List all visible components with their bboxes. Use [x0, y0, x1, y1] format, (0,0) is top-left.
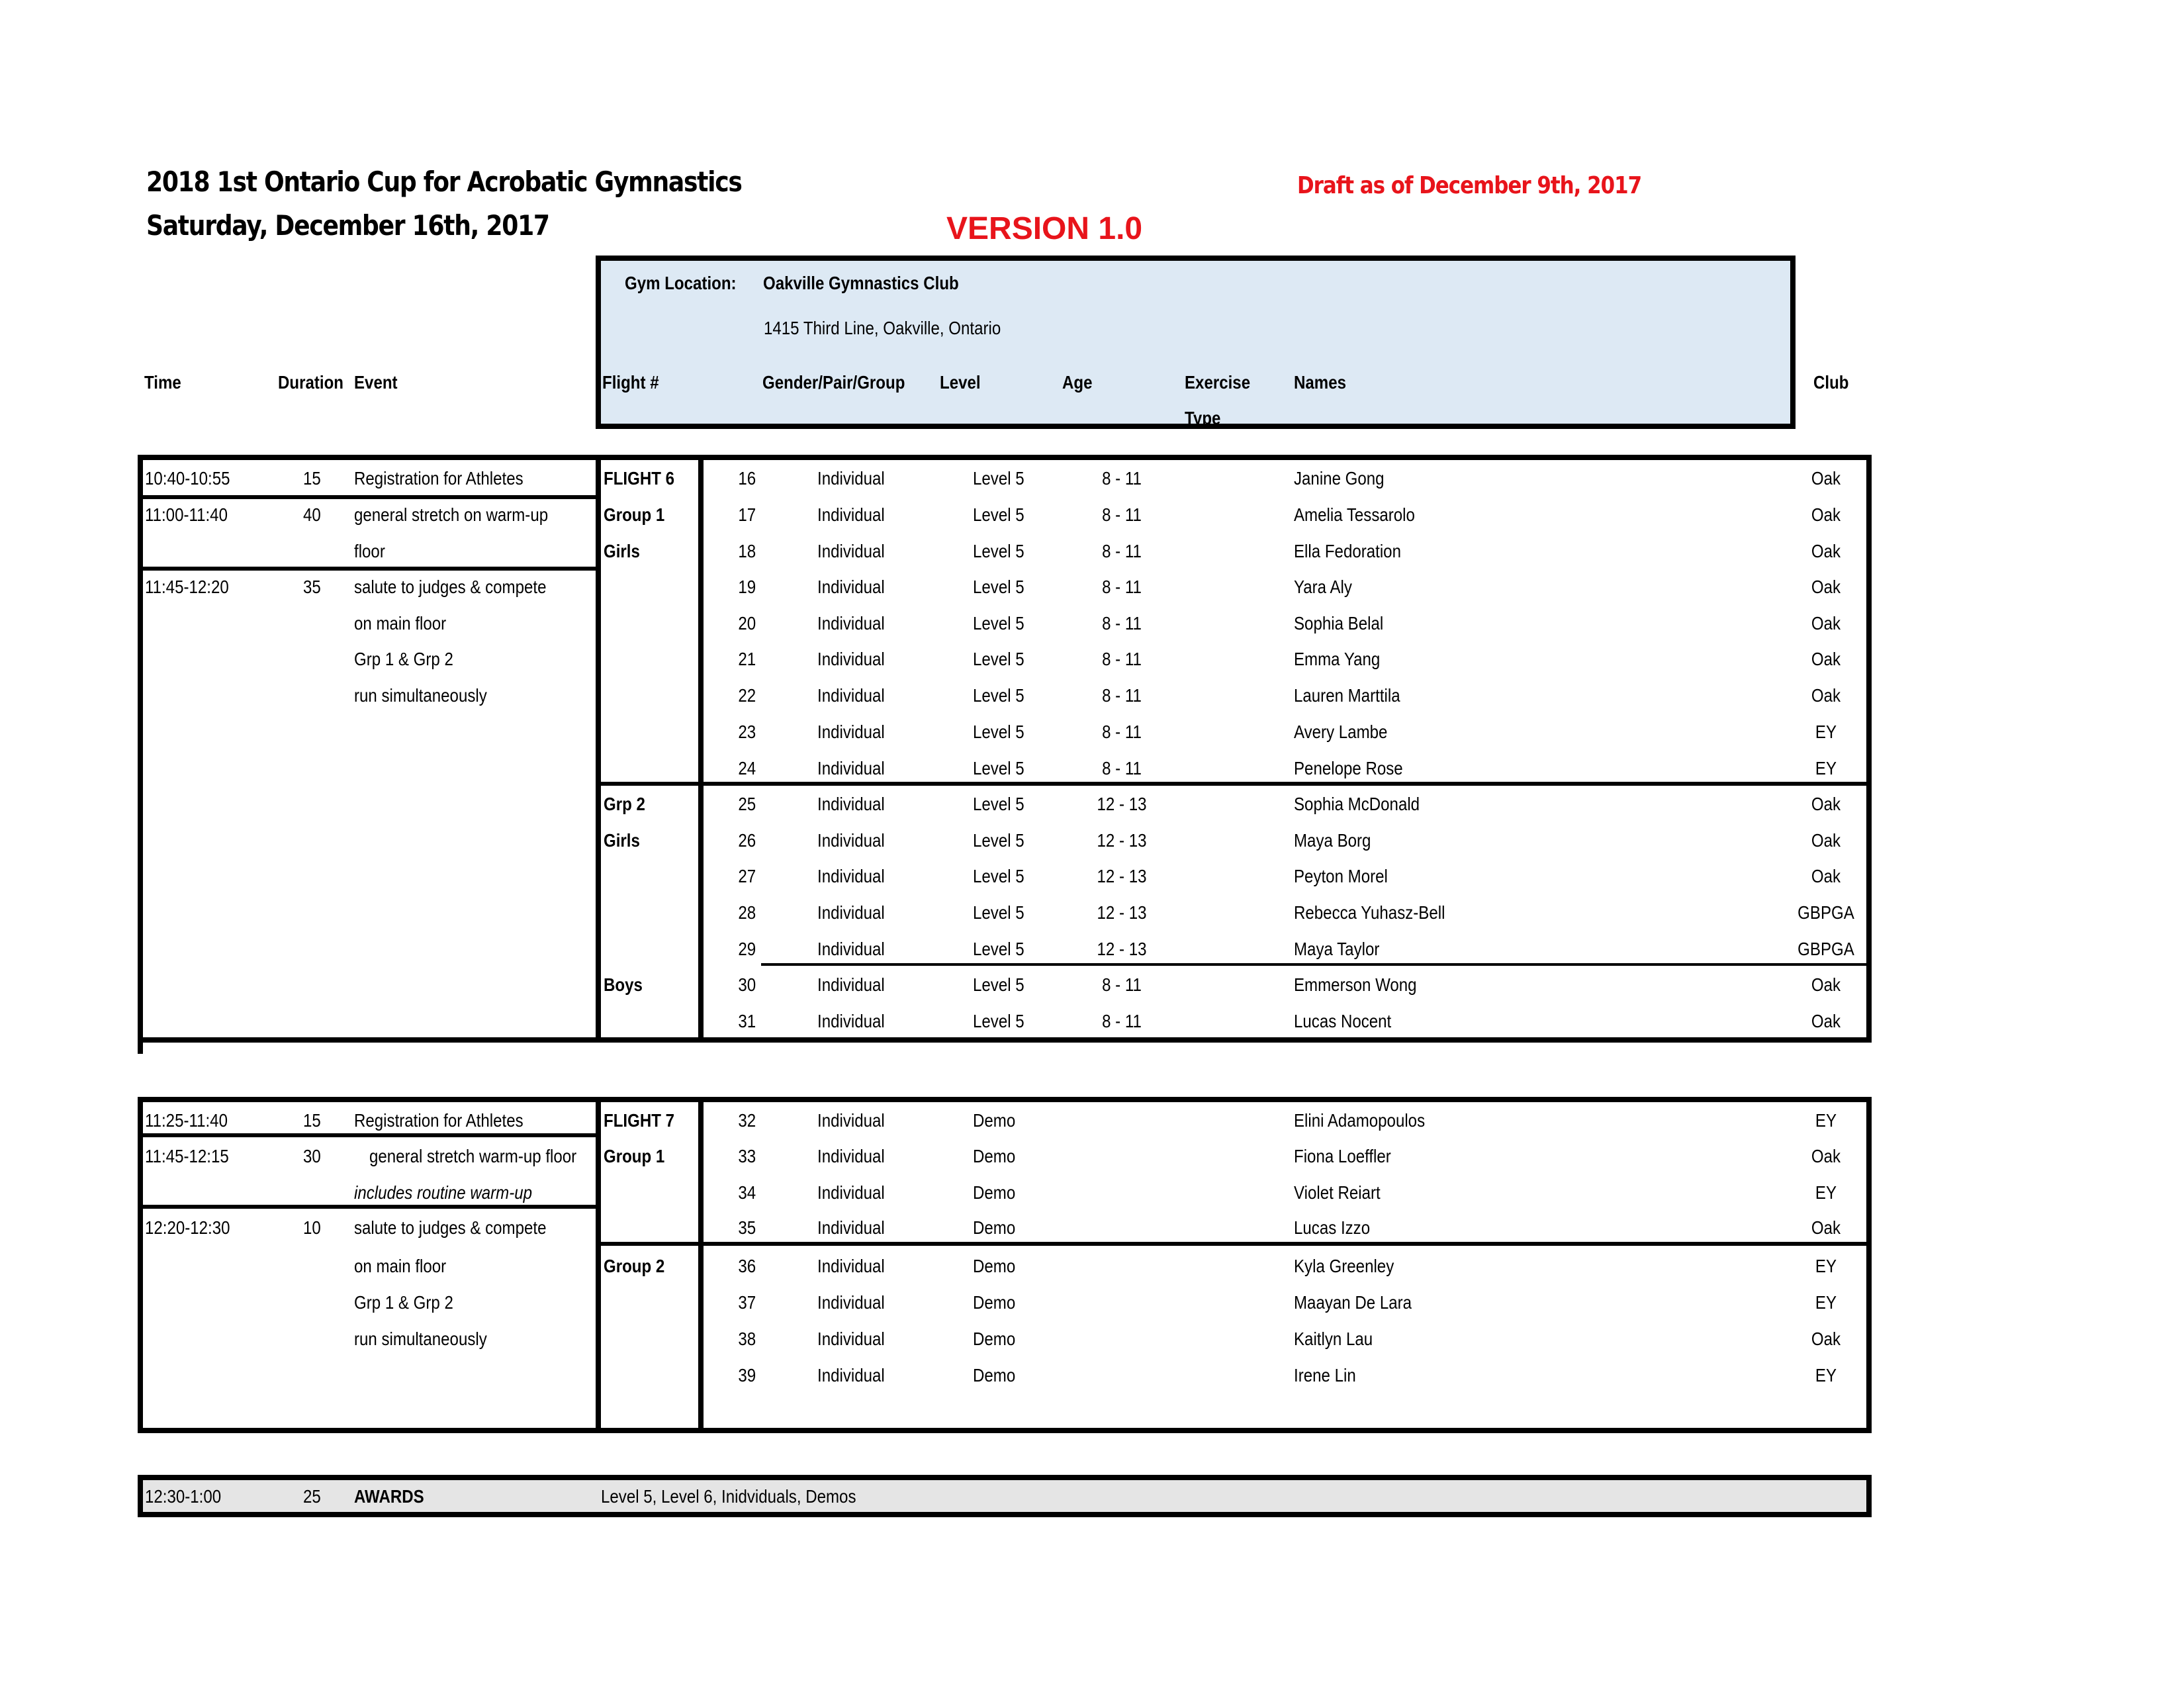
- athlete-type: Individual: [817, 1110, 885, 1131]
- awards-details: Level 5, Level 6, Inidviduals, Demos: [601, 1486, 856, 1507]
- athlete-name: Kaitlyn Lau: [1294, 1329, 1373, 1349]
- athlete-number: 17: [738, 504, 756, 525]
- athlete-club: EY: [1815, 1365, 1837, 1385]
- schedule-event: salute to judges & compete: [354, 1217, 547, 1238]
- athlete-number: 27: [738, 866, 756, 886]
- gender-label: Girls: [604, 541, 640, 561]
- athlete-age: 8 - 11: [1102, 577, 1142, 597]
- group-label: Group 1: [604, 1146, 665, 1166]
- athlete-club: Oak: [1811, 866, 1841, 886]
- athlete-type: Individual: [817, 758, 885, 778]
- athlete-number: 34: [738, 1182, 756, 1203]
- group-divider: [596, 1242, 1872, 1246]
- athlete-level: Level 5: [973, 468, 1024, 489]
- group-divider: [596, 782, 1872, 786]
- athlete-club: Oak: [1811, 1329, 1841, 1349]
- schedule-event: on main floor: [354, 613, 447, 633]
- page-title: 2018 1st Ontario Cup for Acrobatic Gymnastics: [146, 165, 742, 198]
- schedule-duration: 35: [303, 577, 321, 597]
- awards-label: AWARDS: [354, 1486, 424, 1507]
- group-label: Group 2: [604, 1256, 665, 1276]
- flight-label: FLIGHT 7: [604, 1110, 675, 1131]
- athlete-club: Oak: [1811, 541, 1841, 561]
- schedule-event: run simultaneously: [354, 685, 487, 706]
- number-column-border: [698, 1097, 704, 1433]
- header-exercise: Exercise: [1185, 372, 1251, 393]
- athlete-number: 36: [738, 1256, 756, 1276]
- athlete-type: Individual: [817, 541, 885, 561]
- athlete-type: Individual: [817, 504, 885, 525]
- athlete-age: 8 - 11: [1102, 1011, 1142, 1031]
- athlete-name: Janine Gong: [1294, 468, 1385, 489]
- athlete-level: Level 5: [973, 974, 1024, 995]
- athlete-type: Individual: [817, 794, 885, 814]
- athlete-type: Individual: [817, 1217, 885, 1238]
- athlete-name: Peyton Morel: [1294, 866, 1388, 886]
- header-gender: Gender/Pair/Group: [762, 372, 905, 393]
- group-label: Grp 2: [604, 794, 645, 814]
- gym-name: Oakville Gymnastics Club: [763, 273, 959, 293]
- athlete-age: 12 - 13: [1097, 866, 1147, 886]
- awards-time: 12:30-1:00: [145, 1486, 222, 1507]
- athlete-club: EY: [1815, 758, 1837, 778]
- athlete-club: Oak: [1811, 1011, 1841, 1031]
- athlete-club: GBPGA: [1797, 939, 1854, 959]
- athlete-name: Emmerson Wong: [1294, 974, 1417, 995]
- athlete-level: Level 5: [973, 830, 1024, 851]
- athlete-club: Oak: [1811, 577, 1841, 597]
- schedule-duration: 15: [303, 1110, 321, 1131]
- athlete-type: Individual: [817, 577, 885, 597]
- athlete-level: Level 5: [973, 541, 1024, 561]
- athlete-age: 8 - 11: [1102, 974, 1142, 995]
- athlete-type: Individual: [817, 1292, 885, 1313]
- schedule-time: 11:45-12:20: [145, 577, 229, 597]
- group-label: Group 1: [604, 504, 665, 525]
- athlete-number: 16: [738, 468, 756, 489]
- athlete-type: Individual: [817, 613, 885, 633]
- athlete-number: 23: [738, 722, 756, 742]
- schedule-event: Registration for Athletes: [354, 468, 523, 489]
- athlete-number: 32: [738, 1110, 756, 1131]
- flight-column-border: [596, 1097, 601, 1433]
- athlete-club: Oak: [1811, 685, 1841, 706]
- athlete-name: Maya Taylor: [1294, 939, 1380, 959]
- athlete-number: 33: [738, 1146, 756, 1166]
- flight-6-tail: [138, 1039, 143, 1054]
- athlete-name: Irene Lin: [1294, 1365, 1356, 1385]
- athlete-name: Penelope Rose: [1294, 758, 1403, 778]
- athlete-type: Individual: [817, 974, 885, 995]
- athlete-number: 22: [738, 685, 756, 706]
- athlete-name: Lauren Marttila: [1294, 685, 1400, 706]
- athlete-club: Oak: [1811, 504, 1841, 525]
- awards-duration: 25: [303, 1486, 321, 1507]
- athlete-name: Yara Aly: [1294, 577, 1352, 597]
- athlete-type: Individual: [817, 1182, 885, 1203]
- athlete-number: 28: [738, 902, 756, 923]
- athlete-age: 12 - 13: [1097, 902, 1147, 923]
- header-names: Names: [1294, 372, 1346, 393]
- athlete-club: Oak: [1811, 468, 1841, 489]
- athlete-club: EY: [1815, 1292, 1837, 1313]
- athlete-type: Individual: [817, 468, 885, 489]
- header-club: Club: [1813, 372, 1849, 393]
- schedule-time: 11:45-12:15: [145, 1146, 229, 1166]
- athlete-club: Oak: [1811, 1146, 1841, 1166]
- athlete-club: EY: [1815, 1256, 1837, 1276]
- athlete-club: Oak: [1811, 649, 1841, 669]
- athlete-level: Demo: [973, 1365, 1016, 1385]
- athlete-level: Level 5: [973, 577, 1024, 597]
- athlete-type: Individual: [817, 1329, 885, 1349]
- athlete-name: Sophia McDonald: [1294, 794, 1420, 814]
- gender-label: Girls: [604, 830, 640, 851]
- athlete-number: 18: [738, 541, 756, 561]
- athlete-name: Kyla Greenley: [1294, 1256, 1394, 1276]
- flight-column-border: [596, 455, 601, 1043]
- athlete-age: 8 - 11: [1102, 722, 1142, 742]
- athlete-type: Individual: [817, 939, 885, 959]
- athlete-name: Emma Yang: [1294, 649, 1381, 669]
- athlete-level: Level 5: [973, 722, 1024, 742]
- schedule-event: on main floor: [354, 1256, 447, 1276]
- athlete-age: 12 - 13: [1097, 830, 1147, 851]
- athlete-age: 8 - 11: [1102, 649, 1142, 669]
- athlete-level: Demo: [973, 1146, 1016, 1166]
- athlete-number: 26: [738, 830, 756, 851]
- header-time: Time: [144, 372, 181, 393]
- schedule-event: salute to judges & compete: [354, 577, 547, 597]
- schedule-time: 12:20-12:30: [145, 1217, 230, 1238]
- athlete-level: Level 5: [973, 1011, 1024, 1031]
- athlete-level: Level 5: [973, 613, 1024, 633]
- athlete-number: 35: [738, 1217, 756, 1238]
- athlete-age: 8 - 11: [1102, 613, 1142, 633]
- athlete-number: 24: [738, 758, 756, 778]
- gym-location-label: Gym Location:: [625, 273, 737, 293]
- flight-label: FLIGHT 6: [604, 468, 675, 489]
- athlete-name: Rebecca Yuhasz-Bell: [1294, 902, 1445, 923]
- schedule-time: 10:40-10:55: [145, 468, 230, 489]
- divider: [138, 1133, 598, 1137]
- athlete-name: Amelia Tessarolo: [1294, 504, 1415, 525]
- header-duration: Duration: [278, 372, 343, 393]
- athlete-name: Ella Fedoration: [1294, 541, 1401, 561]
- athlete-name: Lucas Izzo: [1294, 1217, 1371, 1238]
- gym-address: 1415 Third Line, Oakville, Ontario: [764, 318, 1001, 338]
- athlete-club: EY: [1815, 1182, 1837, 1203]
- athlete-level: Level 5: [973, 504, 1024, 525]
- athlete-type: Individual: [817, 1365, 885, 1385]
- athlete-number: 25: [738, 794, 756, 814]
- divider: [138, 495, 598, 499]
- schedule-duration: 10: [303, 1217, 321, 1238]
- athlete-number: 38: [738, 1329, 756, 1349]
- schedule-event: floor: [354, 541, 385, 561]
- athlete-age: 8 - 11: [1102, 541, 1142, 561]
- athlete-number: 20: [738, 613, 756, 633]
- athlete-age: 8 - 11: [1102, 758, 1142, 778]
- athlete-name: Lucas Nocent: [1294, 1011, 1392, 1031]
- athlete-type: Individual: [817, 649, 885, 669]
- athlete-level: Level 5: [973, 866, 1024, 886]
- athlete-club: EY: [1815, 722, 1837, 742]
- schedule-event: Grp 1 & Grp 2: [354, 649, 453, 669]
- schedule-time: 11:25-11:40: [145, 1110, 228, 1131]
- athlete-name: Fiona Loeffler: [1294, 1146, 1391, 1166]
- athlete-name: Elini Adamopoulos: [1294, 1110, 1426, 1131]
- athlete-type: Individual: [817, 830, 885, 851]
- athlete-number: 19: [738, 577, 756, 597]
- athlete-level: Level 5: [973, 649, 1024, 669]
- athlete-level: Level 5: [973, 758, 1024, 778]
- version-label: VERSION 1.0: [946, 211, 1143, 246]
- schedule-event: run simultaneously: [354, 1329, 487, 1349]
- athlete-level: Level 5: [973, 939, 1024, 959]
- athlete-name: Maayan De Lara: [1294, 1292, 1412, 1313]
- athlete-club: Oak: [1811, 794, 1841, 814]
- number-column-border: [698, 455, 704, 1043]
- athlete-number: 29: [738, 939, 756, 959]
- schedule-event: Grp 1 & Grp 2: [354, 1292, 453, 1313]
- athlete-club: Oak: [1811, 830, 1841, 851]
- athlete-type: Individual: [817, 902, 885, 923]
- athlete-club: Oak: [1811, 974, 1841, 995]
- athlete-level: Demo: [973, 1110, 1016, 1131]
- athlete-level: Demo: [973, 1329, 1016, 1349]
- athlete-age: 12 - 13: [1097, 794, 1147, 814]
- athlete-level: Level 5: [973, 794, 1024, 814]
- divider: [138, 1205, 598, 1209]
- athlete-number: 37: [738, 1292, 756, 1313]
- athlete-number: 39: [738, 1365, 756, 1385]
- athlete-level: Demo: [973, 1292, 1016, 1313]
- header-age: Age: [1062, 372, 1093, 393]
- header-event: Event: [354, 372, 398, 393]
- athlete-type: Individual: [817, 866, 885, 886]
- schedule-time: 11:00-11:40: [145, 504, 228, 525]
- schedule-event: general stretch warm-up floor: [369, 1146, 577, 1166]
- header-level: Level: [940, 372, 981, 393]
- athlete-type: Individual: [817, 1256, 885, 1276]
- athlete-age: 8 - 11: [1102, 468, 1142, 489]
- schedule-duration: 30: [303, 1146, 321, 1166]
- schedule-event: Registration for Athletes: [354, 1110, 523, 1131]
- athlete-level: Level 5: [973, 902, 1024, 923]
- schedule-duration: 15: [303, 468, 321, 489]
- athlete-number: 31: [738, 1011, 756, 1031]
- athlete-name: Violet Reiart: [1294, 1182, 1381, 1203]
- divider: [138, 567, 598, 571]
- athlete-number: 21: [738, 649, 756, 669]
- schedule-duration: 40: [303, 504, 321, 525]
- athlete-name: Avery Lambe: [1294, 722, 1388, 742]
- gender-label: Boys: [604, 974, 643, 995]
- athlete-age: 8 - 11: [1102, 504, 1142, 525]
- event-date: Saturday, December 16th, 2017: [146, 209, 549, 242]
- athlete-type: Individual: [817, 685, 885, 706]
- athlete-club: Oak: [1811, 613, 1841, 633]
- schedule-event-note: includes routine warm-up: [354, 1182, 533, 1203]
- athlete-level: Level 5: [973, 685, 1024, 706]
- athlete-name: Maya Borg: [1294, 830, 1371, 851]
- header-exercise-type: Type: [1185, 408, 1221, 428]
- athlete-name: Sophia Belal: [1294, 613, 1384, 633]
- header-flight: Flight #: [602, 372, 659, 393]
- athlete-level: Demo: [973, 1182, 1016, 1203]
- athlete-club: GBPGA: [1797, 902, 1854, 923]
- athlete-age: 12 - 13: [1097, 939, 1147, 959]
- athlete-type: Individual: [817, 722, 885, 742]
- athlete-level: Demo: [973, 1217, 1016, 1238]
- athlete-age: 8 - 11: [1102, 685, 1142, 706]
- athlete-level: Demo: [973, 1256, 1016, 1276]
- athlete-club: Oak: [1811, 1217, 1841, 1238]
- athlete-club: EY: [1815, 1110, 1837, 1131]
- boys-divider: [761, 963, 1872, 966]
- draft-note: Draft as of December 9th, 2017: [1297, 172, 1642, 199]
- athlete-type: Individual: [817, 1011, 885, 1031]
- schedule-event: general stretch on warm-up: [354, 504, 549, 525]
- athlete-number: 30: [738, 974, 756, 995]
- athlete-type: Individual: [817, 1146, 885, 1166]
